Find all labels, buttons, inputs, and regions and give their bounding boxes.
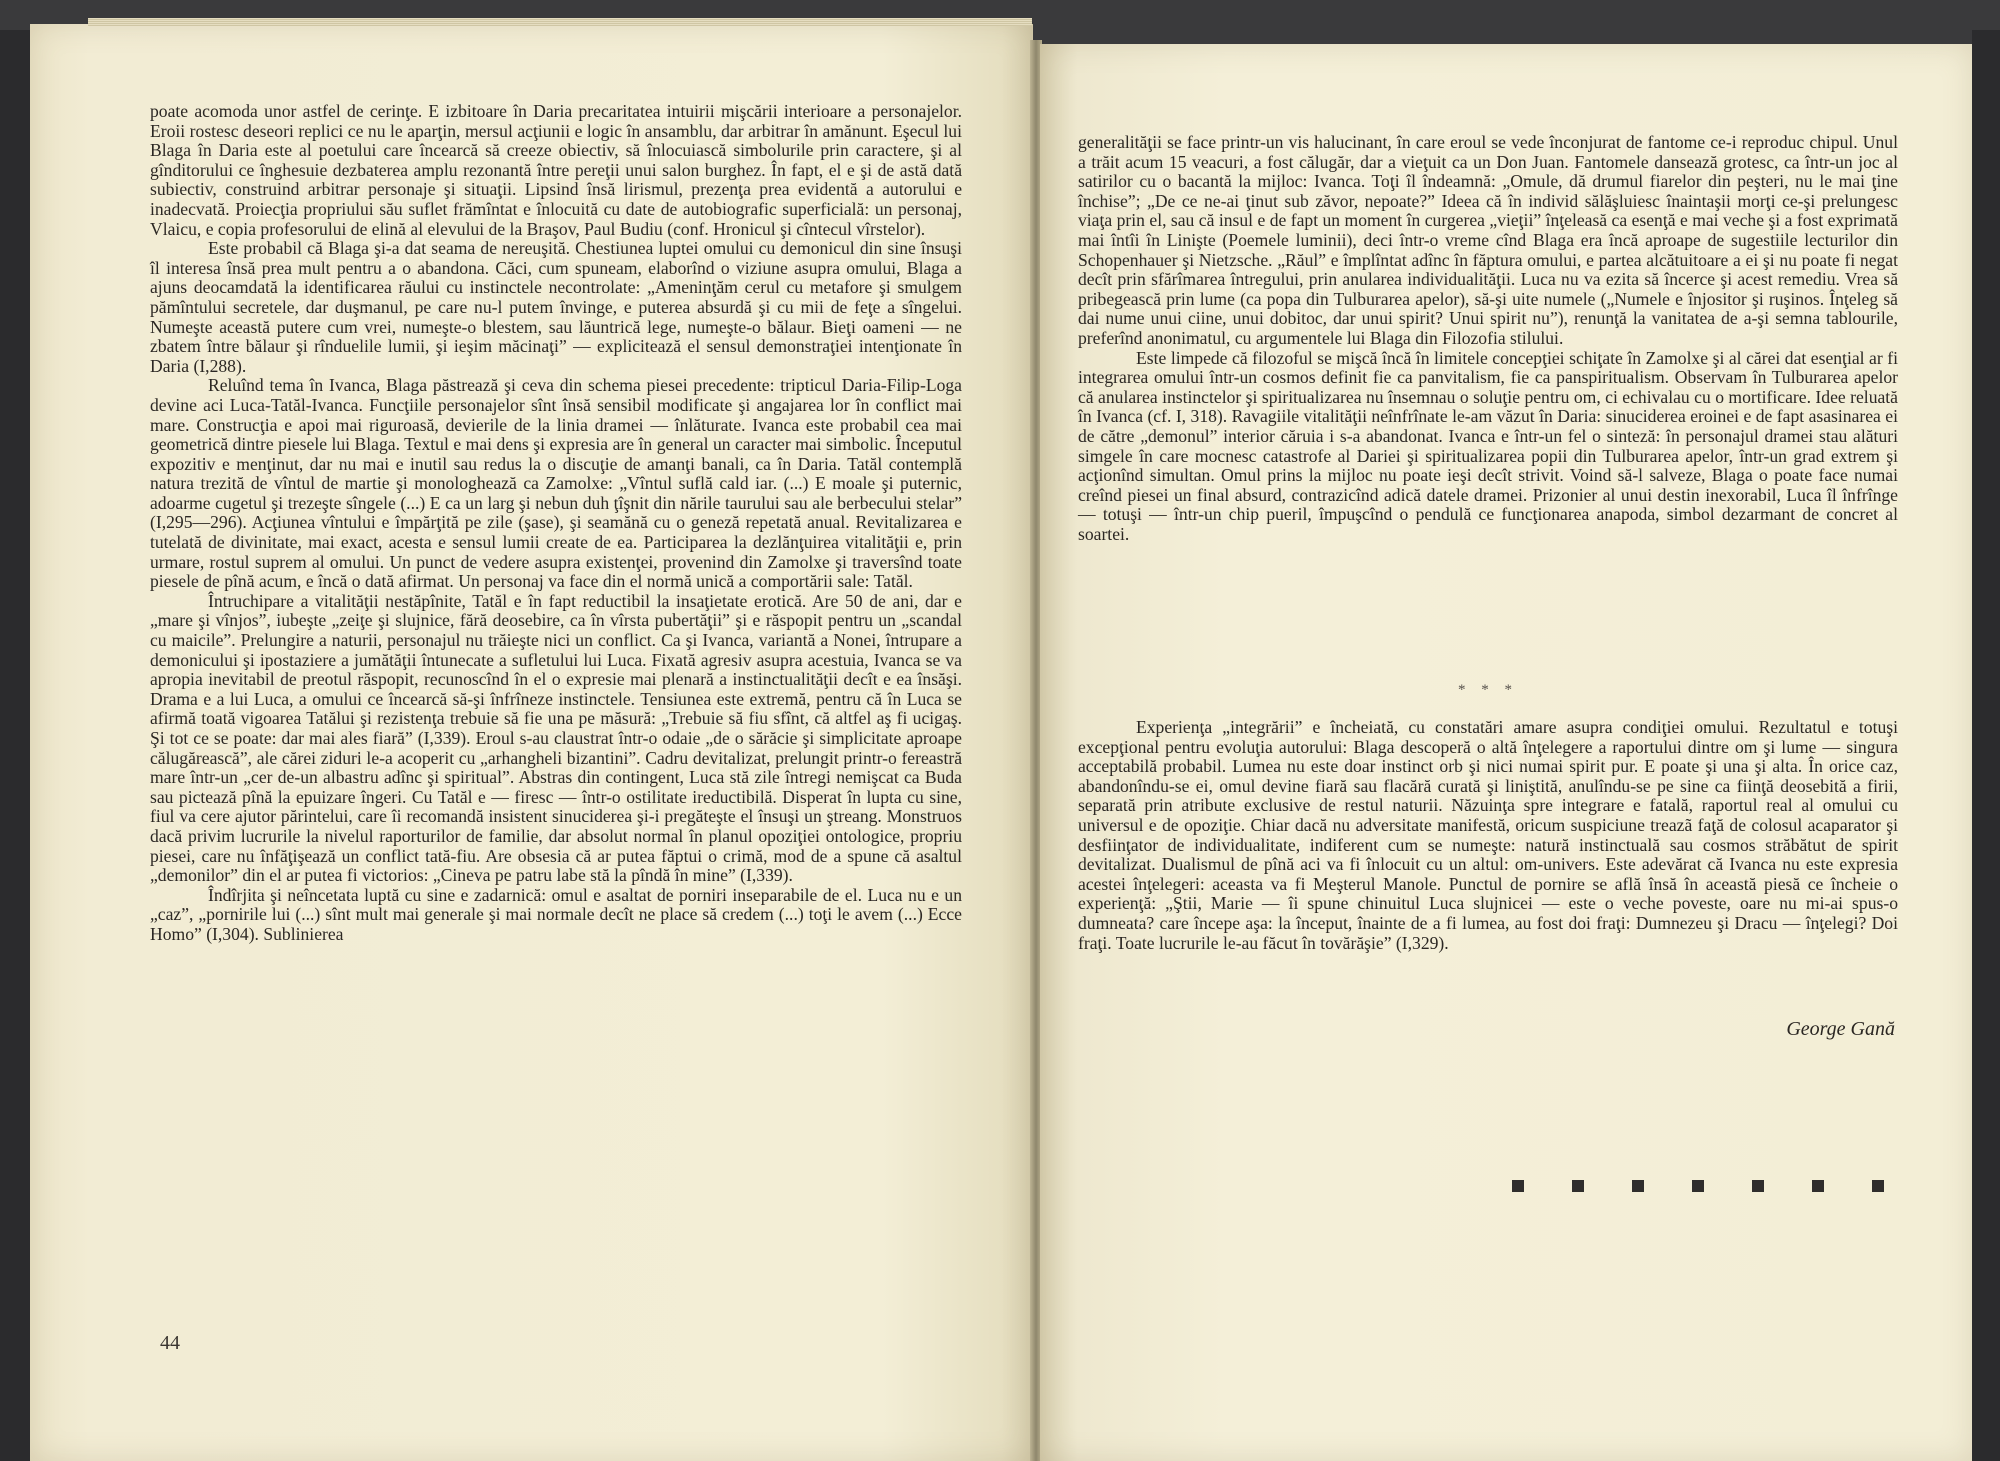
paragraph: Îndîrjita şi neîncetata luptă cu sine e zadarnică: omul e asaltat de porniri inseparabile de el. Luca nu e un „caz”, „pornirile lui (...) sînt mult mai generale şi mai normale decît ne place să credem (...) toţi le avem (...) Ecce Homo” (I,304). Sublinierea — [150, 884, 962, 944]
cover-edge-right — [1972, 30, 2000, 1461]
section-separator: * * * — [1458, 682, 1518, 698]
closing-section — [1078, 718, 1898, 953]
ornament-square — [1632, 1180, 1644, 1192]
page-number: 44 — [160, 1332, 180, 1354]
right-page-text — [1078, 133, 1898, 544]
paragraph: Reluînd tema în Ivanca, Blaga păstrează şi ceva din schema piesei precedente: tripticul Daria-Filip-Loga devine aci Luca-Tatăl-Ivanca. Funcţiile personajelor sînt însă sensibil modificate şi angajarea lor în conflict mai mare. Construcţia e apoi mai riguroasă, devierile de la linia dramei — înlăturate. Ivanca este probabil cea mai geometrică dintre piesele lui Blaga. Textul e mai dens şi expresia are în general un caracter mai simbolic. Începutul expozitiv e menţinut, dar nu mai e inutil sau redus la o discuţie de amanţi banali, ca în Daria. Tatăl contemplă natura trezită de vîntul de martie şi monologhează ca Zamolxe: „Vîntul suflă cald iar. (...) E moale şi puternic, adoarme cugetul şi trezeşte sîngele (...) E ca un larg şi nebun duh ţîşnit din nările taurului sau ale berbecului stelar” (I,295—296). Acţiunea vîntului e împărţită pe zile (şase), şi seamănă cu o geneză repetată anual. Revitalizarea e tutelată de divinitate, mai exact, acesta e sensul lumii create de ea. Participarea la dezlănţuirea vitalităţii e, prin urmare, rostul suprem al omului. Un punct de vedere asupra existenţei, provenind din Zamolxe şi traversînd toate piesele de pînă acum, e încă o dată afirmat. Un personaj va face din el normă unică a comportării sale: Tatăl. — [150, 375, 962, 592]
cover-edge-left — [0, 30, 30, 1461]
ornament-square — [1512, 1180, 1524, 1192]
paragraph: Experienţa „integrării” e încheiată, cu constatări amare asupra condiţiei omului. Rezultatul e totuşi excepţional pentru evoluţia autorului: Blaga descoperă o altă înţelegere a raportului dintre om şi lume — singura acceptabilă probabil. Lumea nu este doar instinct orb şi nici numai spirit pur. E poate şi una şi alta. În orice caz, abandonîndu-se ei, omul devine fiară sau flacără curată şi liniştită, anulîndu-se pe sine ca fiinţă deosebită a firii, separată prin atribute exclusive de restul naturii. Năzuinţa spre integrare e fatală, raportul real al omului cu universul e de opoziţie. Chiar dacă nu adversitate manifestă, oricum suspiciune treazã faţă de colosul acaparator şi desfiinţator de individualitate, indiferent cum se numeşte: natură instinctuală sau cosmos străbătut de spirit devitalizat. Dualismul de pînă aci va fi înlocuit cu un altul: om-univers. Este adevărat că Ivanca nu este expresia acestei înţelegeri: aceasta va fi Meşterul Manole. Punctul de pornire se află însă în această piesă ce încheie o experienţă: „Ştii, Marie — îi spune chinuitul Luca slujnicei — este o veche poveste, oare nu mi-ai spus-o dumneata? care începe aşa: la început, înainte de a fi lumea, au fost doi fraţi: Dumnezeu şi Dracu — înţelegi? Doi fraţi. Toate lucrurile le-au făcut în tovărăşie” (I,329). — [1078, 717, 1898, 953]
end-ornament — [1512, 1180, 1912, 1196]
paragraph: Este limpede că filozoful se mişcă încă în limitele concepţiei schiţate în Zamolxe şi al cărei dat esenţial ar fi integrarea omului într-un cosmos definit fie ca panvitalism, fie ca panspiritualism. Observam în Tulburarea apelor că anularea instinctelor şi spiritualizarea nu însemnau o soluţie pentru om, ci echivalau cu o mortificare. Idee reluată în Ivanca (cf. I, 318). Ravagiile vitalităţii neînfrînate le-am văzut în Daria: sinuciderea eroinei e de fapt asasinarea ei de către „demonul” interior căruia i s-a abandonat. Ivanca e într-un fel o sinteză: în personajul dramei stau alături simgele în care mocnesc catastrofe al Dariei şi spiritualizarea popii din Tulburarea apelor, într-un grad extrem şi acţionînd simultan. Omul prins la mijloc nu poate ieşi decît strivit. Voind să-l salveze, Blaga o poate face numai creînd piesei un final absurd, contrazicînd adică datele dramei. Prizonier al unui destin inexorabil, Luca îl înfrînge — totuşi — într-un chip pueril, împuşcînd o pendulă ce funcţionarea anapoda, simbol dezarmant de concret al soartei. — [1078, 347, 1898, 544]
ornament-square — [1812, 1180, 1824, 1192]
paragraph: Întruchipare a vitalităţii nestăpînite, Tatăl e în fapt reductibil la insaţietate erotică. Are 50 de ani, dar e „mare şi vînjos”, iubeşte „zeiţe şi slujnice, fără deosebire, ca în vîrsta pubertăţii” şi e răspopit pentru un „scandal cu maicile”. Prelungire a naturii, personajul nu trăieşte nici un conflict. Ca şi Ivanca, variantă a Nonei, întrupare a demonicului şi ipostaziere a jumătăţii întunecate a sufletului lui Luca. Fixată agresiv asupra acestuia, Ivanca se va apropia inevitabil de preotul răspopit, recunoscînd în el o expresie mai plenară a instinctualităţii decît e ea însăşi. Drama e a lui Luca, a omului ce încearcă să-şi înfrîneze instinctele. Tensiunea este extremă, pentru că în Luca se afirmă toată vigoarea Tatălui şi rezistenţa trebuie să fie una pe măsură: „Trebuie să fiu sfînt, că altfel aş fi ucigaş. Şi tot ce se poate: dar mai ales fiară” (I,339). Eroul s-au claustrat într-o odaie „de o sărăcie şi simplicitate aproape călugărească”, ale cărei ziduri le-a acoperit cu „arhangheli bizantini”. Cadru devitalizat, prelungit printr-o fereastră mare într-un „cer de-un albastru adînc şi spiritual”. Abstras din contingent, Luca stă zile întregi nemişcat ca Buda sau pictează pînă la epuizare îngeri. Cu Tatăl e — firesc — într-o ostilitate ireductibilă. Disperat în lupta cu sine, fiul va cere ajutor părintelui, care îi recomandă insistent sinuciderea şi-i pregăteşte el însuşi un ştreang. Monstruos dacă privim lucrurile la nivelul raporturilor de familie, dar absolut normal în planul opoziţiei ontologice, propriu piesei, care nu înfăţişează un conflict tată-fiu. Are obsesia că ar putea făptui o crimă, mod de a spune că asaltul „demonilor” din el ar putea fi victorios: „Cineva pe patru labe stă la pîndă în mine” (I,339). — [150, 590, 962, 886]
left-page-text — [150, 102, 962, 945]
paragraph: Este probabil că Blaga şi-a dat seama de nereuşită. Chestiunea luptei omului cu demonicul din sine însuşi îl interesa însă prea mult pentru a o abandona. Căci, cum spuneam, elaborînd o viziune asupra omului, Blaga a ajuns deocamdată la identificarea răului cu instinctele necontrolate: „Ameninţăm cerul cu metafore şi smulgem pămîntului secretele, dar duşmanul, pe care nu-l putem învinge, e puterea absurdă şi cu mii de feţe a sîngelui. Numeşte această putere cum vrei, numeşte-o blestem, sau lăuntrică lege, numeşte-o bălaur. Bieţi oameni — ne zbatem între bălaur şi rînduelile lumii, şi ieşim măcinaţi” — explicitează el sensul demonstraţiei intenţionate în Daria (I,288). — [150, 238, 962, 376]
paragraph: poate acomoda unor astfel de cerinţe. E izbitoare în Daria precaritatea intuirii mişcării interioare a personajelor. Eroii rostesc deseori replici ce nu le aparţin, mersul acţiunii e logic în ansamblu, dar arbitrar în amănunt. Eşecul lui Blaga în Daria este al poetului care încearcă să creeze obiectiv, să înlocuiască simbolurile prin caractere, şi al gînditorului ce înghesuie dezbaterea amplu rezonantă între pereţii unui salon burghez. În fapt, el e şi de astă dată subiectiv, construind arbitrar personaje şi situaţii. Lipsind însă lirismul, prezenţa prea evidentă a autorului e inadecvată. Proiecţia propriului său suflet frămîntat e înlocuită cu date de autobiografic superficială: un personaj, Vlaicu, e copia profesorului de elină al elevului de la Braşov, Paul Budiu (conf. Hronicul şi cîntecul vîrstelor). — [150, 101, 962, 239]
ornament-square — [1872, 1180, 1884, 1192]
paragraph: generalităţii se face printr-un vis halucinant, în care eroul se vede înconjurat de fantome ce-i reproduc chipul. Unul a trăit acum 15 veacuri, a fost călugăr, dar a vieţuit ca un Don Juan. Fantomele dansează grotesc, ca într-un joc al satirilor cu o bacantă la mijloc: Ivanca. Toţi îl îndeamnă: „Omule, dă drumul fiarelor din peşteri, nu le mai ţine închise”; „De ce ne-ai ţinut sub zăvor, nepoate?” Ideea că în individ sălăşluiesc înaintaşii morţi ce-şi prelungesc viaţa prin el, sau că insul e de fapt un moment în curgerea „vieţii” înţeleasă ca esenţă e mai veche şi a fost exprimată mai întîi în Linişte (Poemele luminii), deci într-o vreme cînd Blaga era încă aproape de sugestiile lecturilor din Schopenhauer şi Nietzsche. „Răul” e împlîntat adînc în făptura omului, e partea alcătuitoare a ei şi nu poate fi negat decît prin sfărîmarea întregului, prin anularea individualităţii. Luca nu va ezita să încerce şi acest remediu. Vrea să pribegească prin lume (ca popa din Tulburarea apelor), să-şi uite numele („Numele e înjositor şi ruşinos. Înţeleg să dai nume unui ciine, unui dobitoc, dar unui spirit? Unui spirit nu”), renunţă la vanitatea de a-şi semna tablourile, preferînd anonimatul, cu argumentele lui Blaga din Filozofia stilului. — [1078, 132, 1898, 348]
ornament-square — [1692, 1180, 1704, 1192]
ornament-square — [1572, 1180, 1584, 1192]
author-signature: George Gană — [1786, 1018, 1895, 1040]
page-stack — [88, 18, 1032, 26]
ornament-square — [1752, 1180, 1764, 1192]
